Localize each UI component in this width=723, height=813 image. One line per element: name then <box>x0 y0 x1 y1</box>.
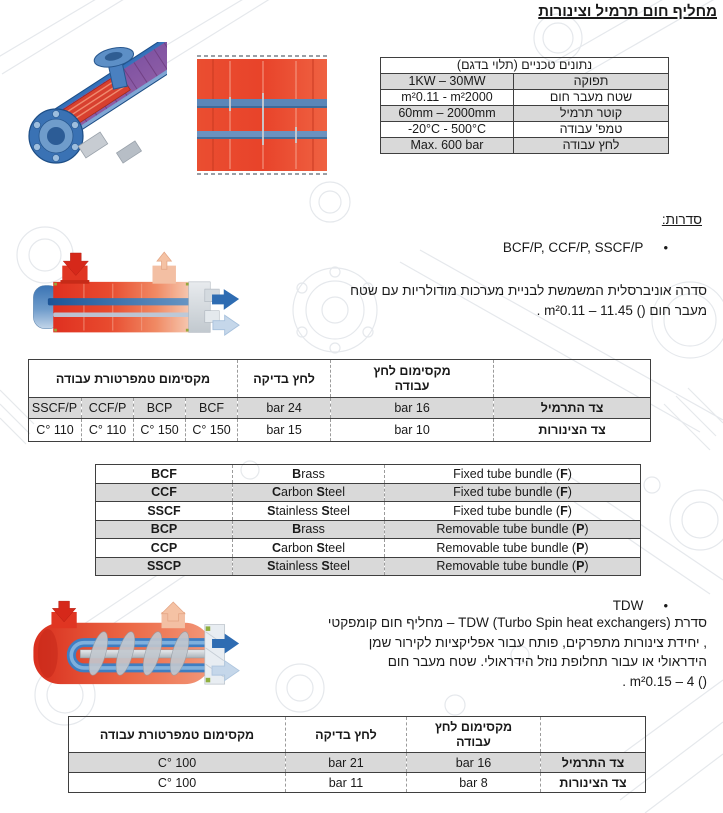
series-paragraph-bcf <box>187 281 707 320</box>
tech-label-cell: תפוקה <box>514 74 669 90</box>
test-pressure-cell: 15 bar <box>238 419 331 442</box>
material-row <box>96 539 641 558</box>
model-code-cell: SSCP <box>96 557 233 576</box>
temp-cell: 110 °C <box>82 419 134 442</box>
model-code-cell: BCF <box>96 465 233 484</box>
bundle-type-cell: Fixed tube bundle (F) <box>385 502 641 521</box>
bundle-type-cell: Removable tube bundle (P) <box>385 557 641 576</box>
side-label-cell: צד הצינורות <box>494 419 651 442</box>
temp-cell: BCP <box>134 398 186 419</box>
model-code-cell: BCP <box>96 520 233 539</box>
tech-table-row <box>381 122 669 138</box>
tech-value-cell: 1KW – 30MW <box>381 74 514 90</box>
temp-cell: 100 °C <box>69 753 286 773</box>
tech-label-cell: שטח מעבר חום <box>514 90 669 106</box>
work-pressure-cell: 8 bar <box>407 773 541 793</box>
temp-cell: 150 °C <box>186 419 238 442</box>
bundle-type-cell: Fixed tube bundle (F) <box>385 483 641 502</box>
series-bullet-tdw-label: TDW <box>612 598 644 613</box>
test-pressure-cell: 24 bar <box>238 398 331 419</box>
tdw-pressure-table <box>68 716 646 793</box>
temp-cell: BCF <box>186 398 238 419</box>
page-title: מחליף חום תרמיל וצינורות <box>538 3 717 20</box>
tech-table-row <box>381 138 669 154</box>
material-cell: Stainless Steel <box>233 502 385 521</box>
bcf-pressure-table <box>28 359 651 442</box>
series-heading: סדרות: <box>661 212 702 227</box>
bullet-icon: • <box>663 240 668 255</box>
series-bullet-tdw <box>613 598 668 613</box>
shell-and-tube-cutaway-image <box>22 42 167 170</box>
material-row <box>96 502 641 521</box>
material-cell: Brass <box>233 465 385 484</box>
pressure-row <box>69 753 646 773</box>
material-row <box>96 465 641 484</box>
bullet-icon: • <box>663 598 668 613</box>
pressure-row <box>69 773 646 793</box>
paragraph-line: הידראולי או עבור תחלופת נוזל הידראולי. שטח מעבר חום <box>387 654 707 669</box>
material-cell: Brass <box>233 520 385 539</box>
temp-cell: 100 °C <box>69 773 286 793</box>
material-cell: Stainless Steel <box>233 557 385 576</box>
side-label-cell: צד התרמיל <box>541 753 646 773</box>
material-cell: Carbon Steel <box>233 483 385 502</box>
model-code-cell: CCF <box>96 483 233 502</box>
test-pressure-header: לחץ בדיקה <box>238 360 331 398</box>
pressure-row <box>29 419 651 442</box>
material-cell: Carbon Steel <box>233 539 385 558</box>
technical-data-table <box>380 57 669 154</box>
series-bullet-bcf <box>503 240 668 255</box>
tech-value-cell: -20°C - 500°C <box>381 122 514 138</box>
temp-cell: SSCF/P <box>29 398 82 419</box>
bundle-type-cell: Fixed tube bundle (F) <box>385 465 641 484</box>
tech-label-cell: קוטר תרמיל <box>514 106 669 122</box>
bundle-type-cell: Removable tube bundle (P) <box>385 539 641 558</box>
paragraph-line: , יחידת צינורות מתפרקים, פותח עבור אפליקציות לקירור שמן <box>368 634 707 650</box>
temp-cell: 110 °C <box>29 419 82 442</box>
side-label-cell: צד התרמיל <box>494 398 651 419</box>
tech-value-cell: 60mm – 2000mm <box>381 106 514 122</box>
empty-corner-cell <box>494 360 651 398</box>
paragraph-line: () m²0.15 – 4 . <box>622 673 707 689</box>
series-paragraph-tdw <box>187 613 707 691</box>
test-pressure-cell: 11 bar <box>286 773 407 793</box>
pressure-table-header-row <box>69 717 646 753</box>
side-label-cell: צד הצינורות <box>541 773 646 793</box>
material-row <box>96 483 641 502</box>
tech-label-cell: לחץ עבודה <box>514 138 669 154</box>
pressure-table-header-row <box>29 360 651 398</box>
work-pressure-cell: 16 bar <box>407 753 541 773</box>
paragraph-line: מעבר חום () m²0.11 – 11.45 . <box>536 302 707 318</box>
tech-label-cell: טמפ' עבודה <box>514 122 669 138</box>
model-code-cell: SSCF <box>96 502 233 521</box>
test-pressure-header: לחץ בדיקה <box>286 717 407 753</box>
pressure-row <box>29 398 651 419</box>
test-pressure-cell: 21 bar <box>286 753 407 773</box>
empty-corner-cell <box>541 717 646 753</box>
tech-table-row <box>381 74 669 90</box>
material-row <box>96 520 641 539</box>
temp-cell: CCF/P <box>82 398 134 419</box>
max-temp-header: מקסימום טמפרטורת עבודה <box>29 360 238 398</box>
work-pressure-cell: 10 bar <box>331 419 494 442</box>
work-pressure-header: מקסימום לחץ עבודה <box>331 360 494 398</box>
paragraph-line: סדרה אוניברסלית המשמשת לבניית מערכות מודולריות עם שטח <box>350 283 707 298</box>
max-temp-header: מקסימום טמפרטורת עבודה <box>69 717 286 753</box>
bundle-type-cell: Removable tube bundle (P) <box>385 520 641 539</box>
tube-bundle-closeup-image <box>193 53 331 177</box>
tech-table-row <box>381 90 669 106</box>
tech-table-row <box>381 106 669 122</box>
tech-header-row <box>381 58 669 74</box>
paragraph-line: סדרת TDW (Turbo Spin heat exchangers) – מחליף חום קומפקטי <box>327 615 707 630</box>
material-row <box>96 557 641 576</box>
series-bullet-bcf-label: BCF/P, CCF/P, SSCF/P <box>502 240 644 255</box>
tech-table-title: נתונים טכניים (תלוי בדגם) <box>381 58 669 74</box>
temp-cell: 150 °C <box>134 419 186 442</box>
materials-table <box>95 464 641 576</box>
work-pressure-cell: 16 bar <box>331 398 494 419</box>
tech-value-cell: Max. 600 bar <box>381 138 514 154</box>
work-pressure-header: מקסימום לחץ עבודה <box>407 717 541 753</box>
model-code-cell: CCP <box>96 539 233 558</box>
tech-value-cell: m²0.11 - m²2000 <box>381 90 514 106</box>
